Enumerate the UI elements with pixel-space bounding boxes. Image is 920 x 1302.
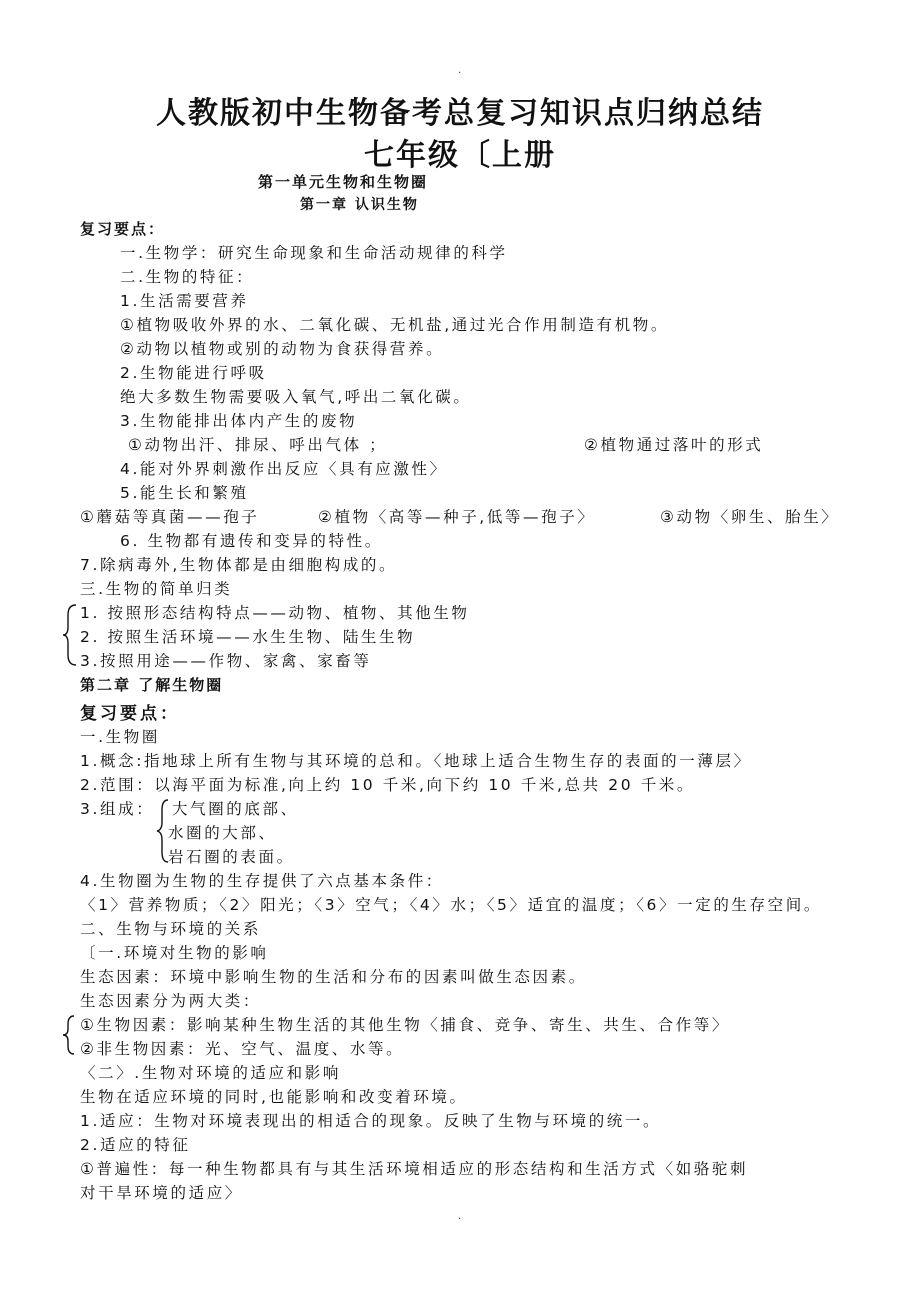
repro-animal: ③动物〈卵生、胎生〉 bbox=[660, 508, 840, 526]
composition-item: 岩石圈的表面。 bbox=[168, 848, 295, 866]
waste-animal: ①动物出汗、排尿、呼出气体 ； bbox=[128, 436, 388, 454]
text-line: 1.概念:指地球上所有生物与其环境的总和。〈地球上适合生物生存的表面的一薄层〉 bbox=[80, 752, 752, 770]
chapter1-heading: 第一章 认识生物 bbox=[300, 197, 419, 213]
text-line: 对干旱环境的适应〉 bbox=[80, 1184, 243, 1202]
text-line: 2.范围：以海平面为标准,向上约 10 千米,向下约 10 千米,总共 20 千米。 bbox=[80, 776, 696, 794]
text-line: 二.生物的特征： bbox=[120, 268, 255, 286]
text-line: 生物在适应环境的同时,也能影响和改变着环境。 bbox=[80, 1088, 468, 1106]
text-line: 4.能对外界刺激作出反应〈具有应激性〉 bbox=[120, 460, 448, 478]
repro-fungi: ①蘑菇等真菌——孢子 bbox=[80, 508, 260, 526]
classify-heading: 三.生物的简单归类 bbox=[80, 580, 233, 598]
text-line: 1.生活需要营养 bbox=[120, 292, 249, 310]
biosphere-heading: 一.生物圈 bbox=[80, 728, 160, 746]
page-title: 人教版初中生物备考总复习知识点归纳总结 bbox=[156, 96, 764, 131]
text-line: ①普遍性：每一种生物都具有与其生活环境相适应的形态结构和生活方式〈如骆驼刺 bbox=[80, 1160, 749, 1178]
text-line: 〔一.环境对生物的影响 bbox=[80, 944, 269, 962]
relation-heading: 二、生物与环境的关系 bbox=[80, 920, 262, 938]
waste-plant: ②植物通过落叶的形式 bbox=[584, 436, 764, 454]
classify-item: 1. 按照形态结构特点——动物、植物、其他生物 bbox=[80, 604, 470, 622]
text-line: 1.适应：生物对环境表现出的相适合的现象。反映了生物与环境的统一。 bbox=[80, 1112, 662, 1130]
text-line: 6. 生物都有遗传和变异的特性。 bbox=[120, 532, 383, 550]
text-line: ①植物吸收外界的水、二氧化碳、无机盐,通过光合作用制造有机物。 bbox=[120, 316, 669, 334]
text-line: 一.生物学：研究生命现象和生命活动规律的科学 bbox=[120, 244, 508, 262]
chapter2-review-label: 复习要点： bbox=[80, 704, 180, 724]
left-brace bbox=[62, 1014, 76, 1056]
text-line: 7.除病毒外,生物体都是由细胞构成的。 bbox=[80, 556, 398, 574]
text-line: 绝大多数生物需要吸入氧气,呼出二氧化碳。 bbox=[120, 388, 472, 406]
text-line: 生态因素分为两大类： bbox=[80, 992, 262, 1010]
eco-factor-item: ①生物因素：影响某种生物生活的其他生物〈捕食、竞争、寄生、共生、合作等〉 bbox=[80, 1016, 730, 1034]
text-line: 〈1〉营养物质；〈2〉阳光；〈3〉空气；〈4〉水；〈5〉适宜的温度；〈6〉一定的生存空间。 bbox=[80, 896, 822, 914]
text-line: ②动物以植物或别的动物为食获得营养。 bbox=[120, 340, 445, 358]
top-mark: . bbox=[458, 65, 462, 76]
text-line: 〈二〉.生物对环境的适应和影响 bbox=[80, 1064, 341, 1082]
composition-item: 大气圈的底部、 bbox=[172, 800, 299, 818]
bottom-mark: . bbox=[458, 1211, 462, 1222]
repro-plant: ②植物〈高等—种子,低等—孢子〉 bbox=[318, 508, 596, 526]
text-line: 2.生物能进行呼吸 bbox=[120, 364, 267, 382]
text-line: 2.适应的特征 bbox=[80, 1136, 191, 1154]
left-brace bbox=[62, 603, 78, 667]
text-line: 5.能生长和繁殖 bbox=[120, 484, 249, 502]
classify-item: 2. 按照生活环境——水生生物、陆生生物 bbox=[80, 628, 416, 646]
page-subtitle: 七年级〔上册 bbox=[364, 138, 556, 173]
chapter1-review-label: 复习要点： bbox=[80, 220, 166, 238]
chapter2-heading: 第二章 了解生物圈 bbox=[80, 676, 224, 694]
composition-label: 3.组成： bbox=[80, 800, 155, 818]
text-line: 3.生物能排出体内产生的废物 bbox=[120, 412, 358, 430]
text-line: 4.生物圈为生物的生存提供了六点基本条件： bbox=[80, 872, 444, 890]
text-line: 生态因素：环境中影响生物的生活和分布的因素叫做生态因素。 bbox=[80, 968, 587, 986]
composition-item: 水圈的大部、 bbox=[168, 824, 277, 842]
classify-item: 3.按照用途——作物、家禽、家畜等 bbox=[80, 652, 372, 670]
unit-heading: 第一单元生物和生物圈 bbox=[258, 173, 429, 191]
eco-factor-item: ②非生物因素：光、空气、温度、水等。 bbox=[80, 1040, 405, 1058]
